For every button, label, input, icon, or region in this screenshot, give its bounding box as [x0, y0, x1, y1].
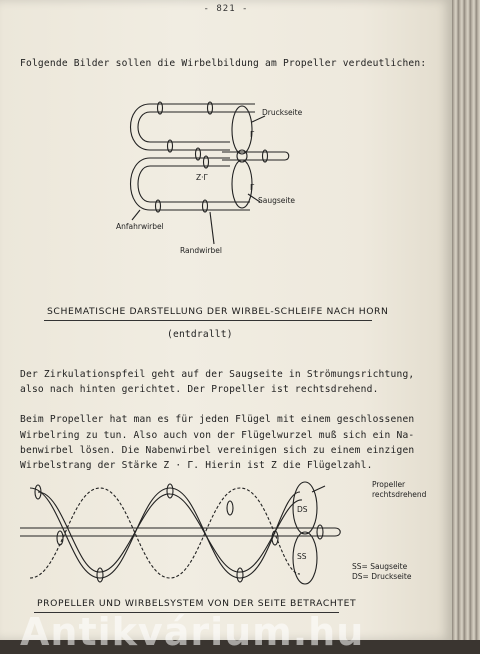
figure1-caption-rule	[44, 320, 372, 321]
paragraph1-line2: also nach hinten gerichtet. Der Propeller ist rechtsdrehend.	[20, 384, 379, 395]
label-saugseite: Saugseite	[258, 196, 296, 205]
paragraph2-line4: Wirbelstrang der Stärke Z · Γ. Hierin ist Z die Flügelzahl.	[20, 460, 373, 471]
label-gamma-top: Γ	[250, 130, 255, 139]
label-propeller: Propeller	[372, 480, 406, 489]
page-number: - 821 -	[203, 4, 249, 14]
legend-ss: SS= Saugseite	[352, 562, 408, 571]
book-page-edges	[452, 0, 480, 640]
bleed-through-text	[360, 40, 450, 340]
helical-vortex-diagram	[20, 478, 360, 588]
paragraph2-line2: Wirbelring zu tun. Also auch von der Flügelwurzel muß sich ein Na-	[20, 430, 415, 441]
label-druckseite: Druckseite	[262, 108, 303, 117]
label-anfahrwirbel: Anfahrwirbel	[116, 222, 164, 231]
label-rechtsdrehend: rechtsdrehend	[372, 490, 427, 499]
figure1-caption: SCHEMATISCHE DARSTELLUNG DER WIRBEL-SCHLEIFE NACH HORN	[47, 306, 389, 317]
paragraph1-line1: Der Zirkulationspfeil geht auf der Saugseite in Strömungsrichtung,	[20, 369, 415, 380]
label-randwirbel: Randwirbel	[180, 246, 222, 255]
watermark-logo: Antikvárium.hu	[20, 610, 365, 654]
legend-ds: DS= Druckseite	[352, 572, 412, 581]
figure1-subcaption: (entdrallt)	[167, 329, 233, 340]
paragraph2-line1: Beim Propeller hat man es für jeden Flügel mit einem geschlossenen	[20, 414, 415, 425]
label-z-gamma: Z·Γ	[196, 173, 208, 182]
label-ds: DS	[297, 505, 308, 514]
label-gamma-bottom: Γ	[250, 183, 255, 192]
intro-text: Folgende Bilder sollen die Wirbelbildung am Propeller verdeutlichen:	[20, 58, 427, 69]
label-ss: SS	[297, 552, 307, 561]
paragraph2-line3: benwirbel lösen. Die Nabenwirbel vereinigen sich zu einem einzigen	[20, 445, 415, 456]
figure2-caption: PROPELLER UND WIRBELSYSTEM VON DER SEITE BETRACHTET	[37, 598, 357, 609]
